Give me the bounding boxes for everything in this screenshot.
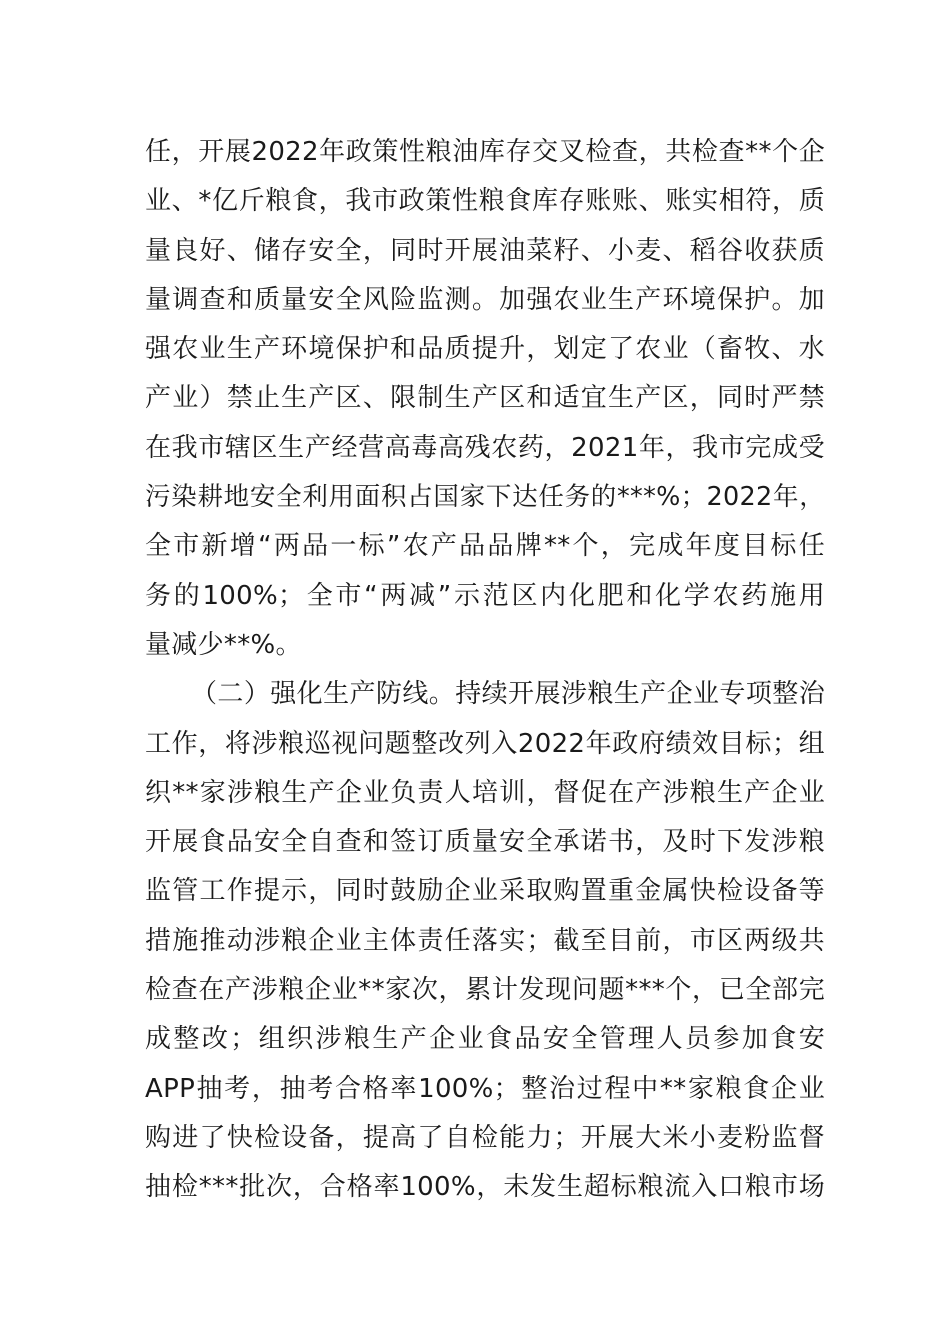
body-text bbox=[145, 128, 825, 1213]
text-line: APP抽考，抽考合格率100%；整治过程中**家粮食企业 bbox=[145, 1073, 825, 1104]
text-line: 抽检***批次，合格率100%，未发生超标粮流入口粮市场 bbox=[145, 1172, 825, 1203]
text-line: 措施推动涉粮企业主体责任落实；截至目前，市区两级共 bbox=[145, 925, 825, 956]
text-line: 全市新增“两品一标”农产品品牌**个，完成年度目标任 bbox=[145, 531, 825, 562]
text-line: 在我市辖区生产经营高毒高残农药，2021年，我市完成受 bbox=[145, 432, 825, 463]
text-line: 强农业生产环境保护和品质提升，划定了农业（畜牧、水 bbox=[145, 334, 825, 365]
text-line: 购进了快检设备，提高了自检能力；开展大米小麦粉监督 bbox=[145, 1122, 825, 1153]
text-line: 量调查和质量安全风险监测。加强农业生产环境保护。加 bbox=[145, 284, 825, 315]
text-line: 业、*亿斤粮食，我市政策性粮食库存账账、账实相符，质 bbox=[145, 186, 825, 217]
text-line: 成整改；组织涉粮生产企业食品安全管理人员参加食安 bbox=[145, 1024, 825, 1055]
section-heading-line: （二）强化生产防线。持续开展涉粮生产企业专项整治 bbox=[191, 679, 825, 710]
text-line: 监管工作提示，同时鼓励企业采取购置重金属快检设备等 bbox=[145, 876, 825, 907]
text-line: 任，开展2022年政策性粮油库存交叉检查，共检查**个企 bbox=[145, 137, 825, 167]
text-line: 污染耕地安全利用面积占国家下达任务的***%；2022年， bbox=[145, 482, 825, 513]
text-line: 量良好、储存安全，同时开展油菜籽、小麦、稻谷收获质 bbox=[145, 235, 825, 266]
text-line: 量减少**%。 bbox=[145, 629, 302, 660]
text-line: 工作，将涉粮巡视问题整改列入2022年政府绩效目标；组 bbox=[145, 728, 825, 759]
text-line: 检查在产涉粮企业**家次，累计发现问题***个，已全部完 bbox=[145, 975, 825, 1006]
text-line: 织**家涉粮生产企业负责人培训，督促在产涉粮生产企业 bbox=[145, 777, 825, 808]
text-line: 务的100%；全市“两减”示范区内化肥和化学农药施用 bbox=[145, 580, 825, 611]
text-line: 开展食品安全自查和签订质量安全承诺书，及时下发涉粮 bbox=[145, 827, 825, 858]
text-line: 产业）禁止生产区、限制生产区和适宜生产区，同时严禁 bbox=[145, 383, 825, 414]
